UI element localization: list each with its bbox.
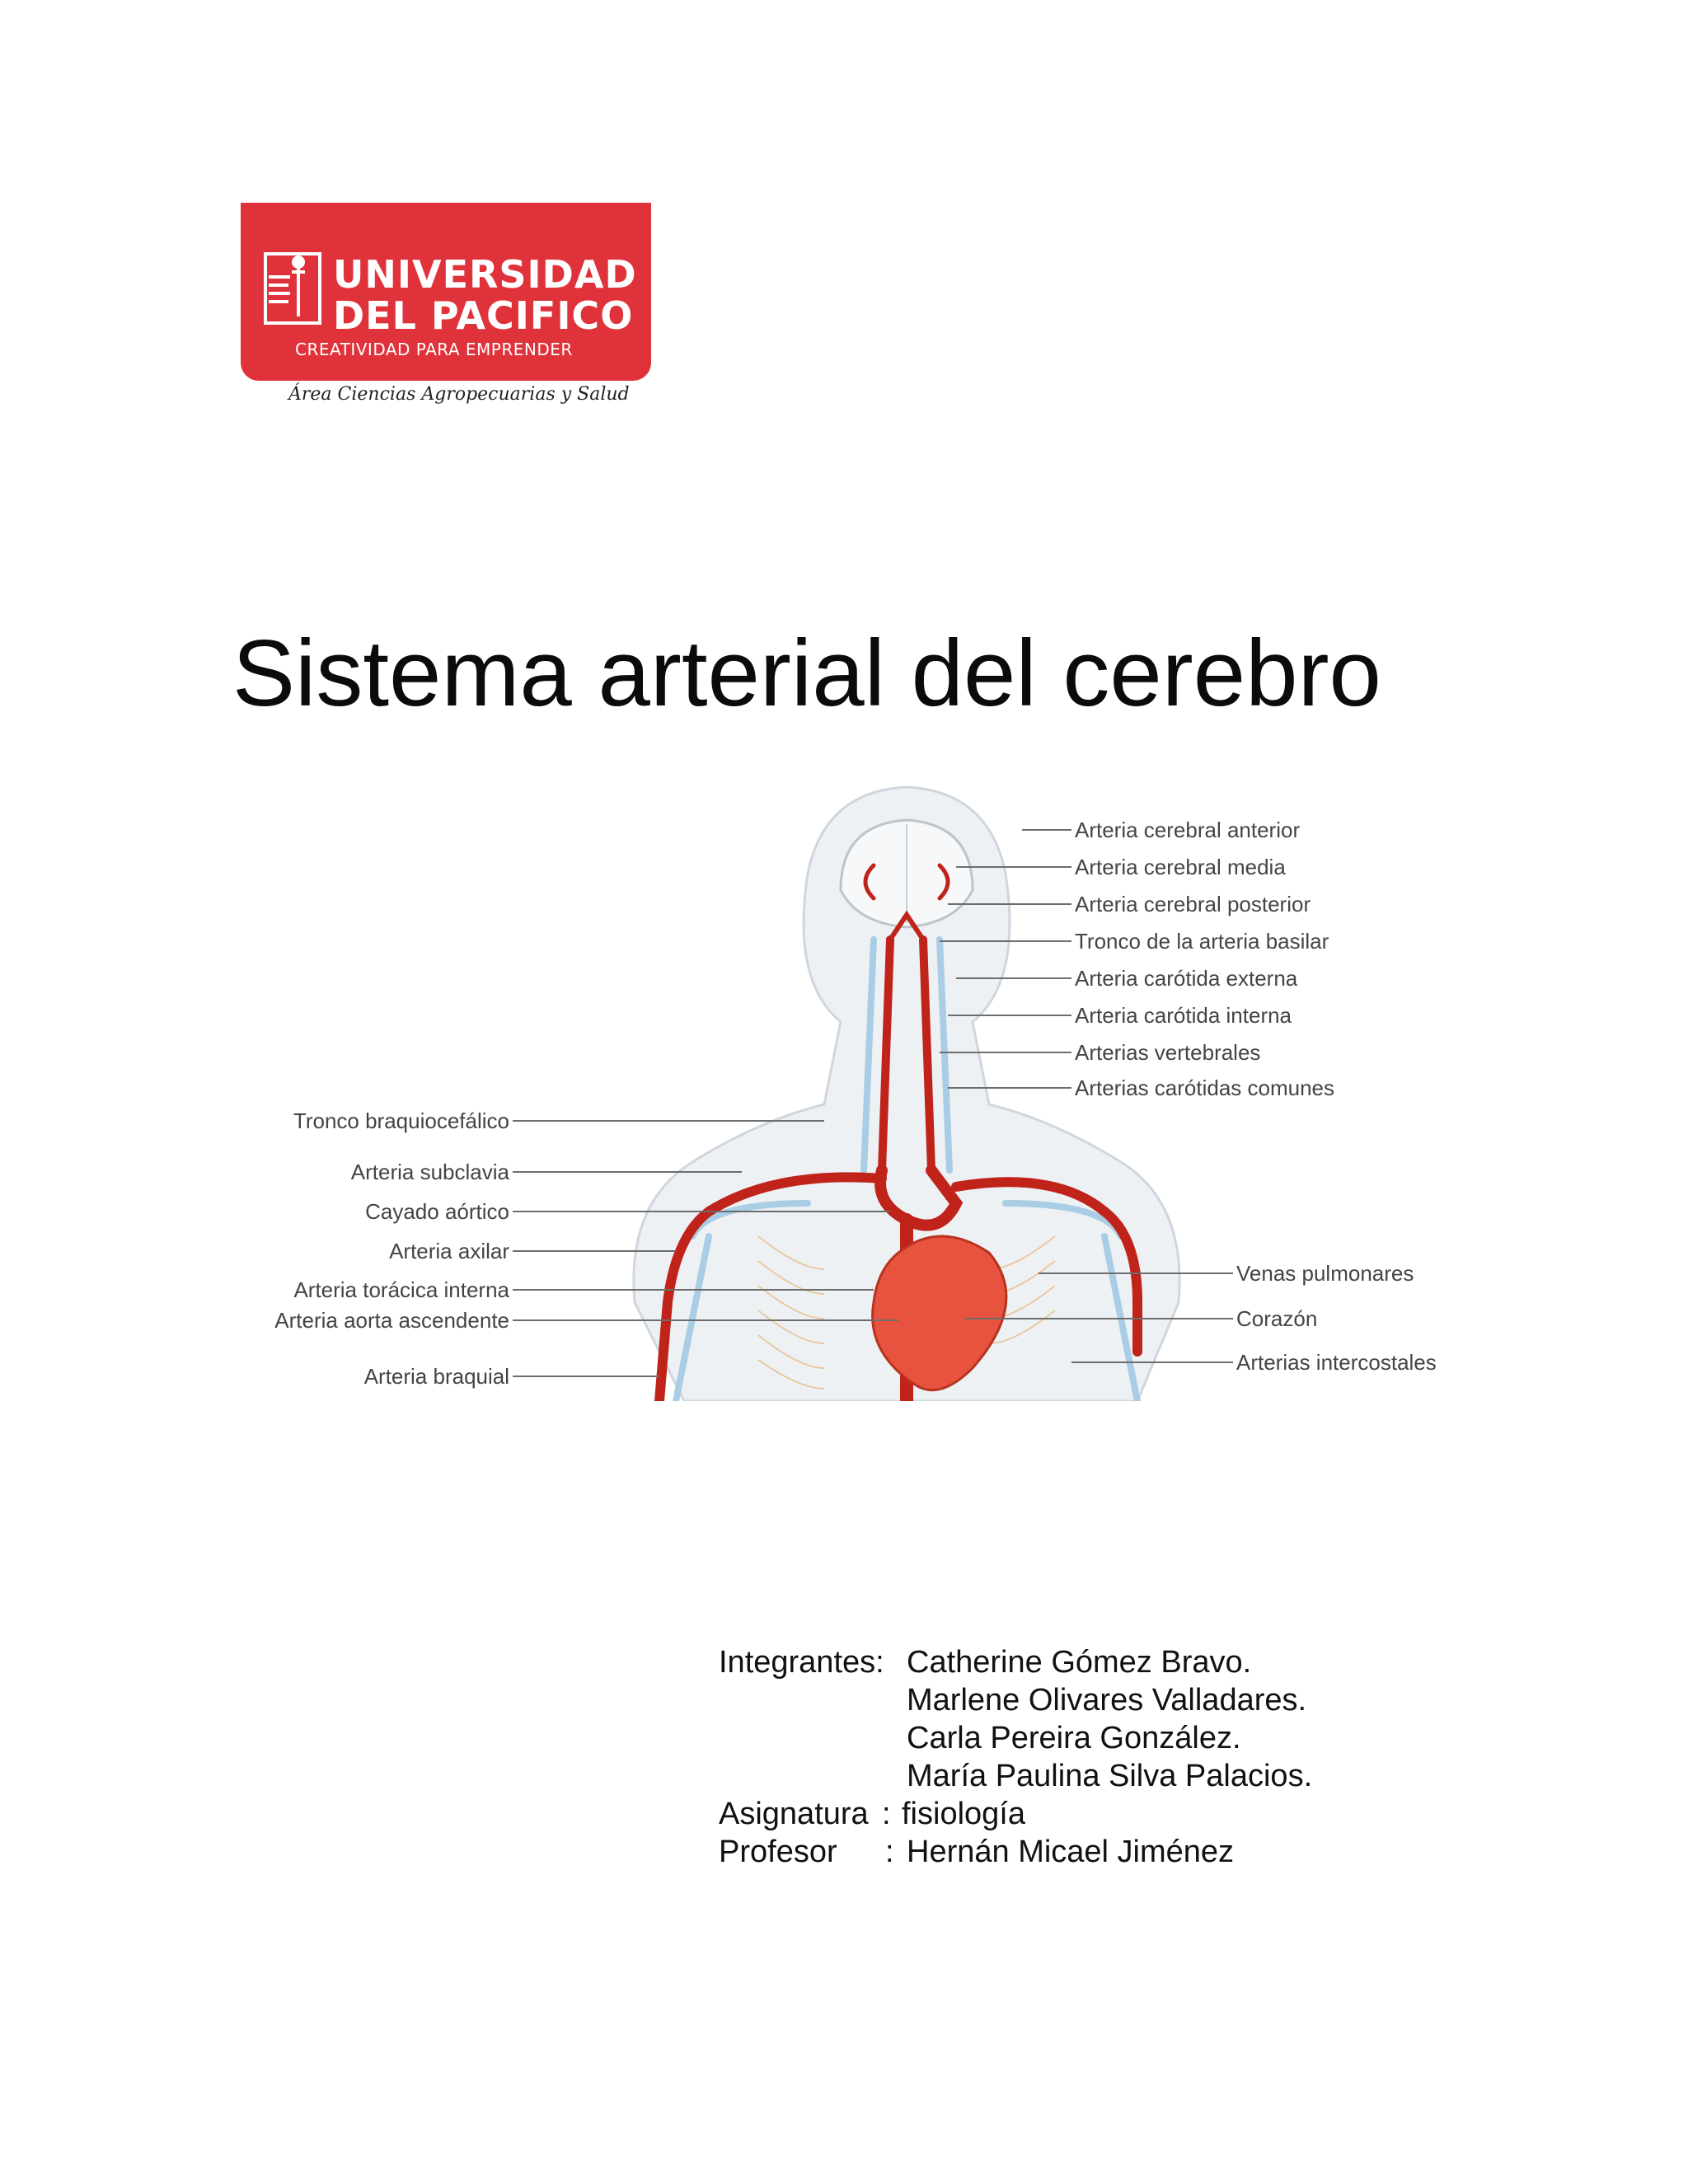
label-corazon: Corazón <box>1236 1306 1318 1331</box>
label-arteria-axilar: Arteria axilar <box>389 1239 509 1263</box>
profesor-label: Profesor <box>719 1835 837 1869</box>
member-name: Carla Pereira González. <box>907 1721 1241 1755</box>
label-arteria-cerebral-media: Arteria cerebral media <box>1075 855 1286 879</box>
label-cayado-aortico: Cayado aórtico <box>365 1199 509 1224</box>
label-arterias-carotidas-comunes: Arterias carótidas comunes <box>1075 1076 1335 1100</box>
logo-name-line2: DEL PACIFICO <box>333 293 634 338</box>
label-arteria-cerebral-posterior: Arteria cerebral posterior <box>1075 892 1311 916</box>
page-title: Sistema arterial del cerebro <box>232 621 1381 726</box>
arterial-system-figure <box>247 775 1467 1401</box>
label-arteria-toracica-interna: Arteria torácica interna <box>293 1277 509 1302</box>
asignatura-label: Asignatura <box>719 1797 869 1831</box>
logo-subtitle: Área Ciencias Agropecuarias y Salud <box>288 384 630 405</box>
member-name: Marlene Olivares Valladares. <box>907 1683 1307 1718</box>
label-tronco-arteria-basilar: Tronco de la arteria basilar <box>1075 929 1329 954</box>
profesor-colon: : <box>885 1835 894 1869</box>
member-name: María Paulina Silva Palacios. <box>907 1759 1313 1793</box>
asignatura-colon: : <box>882 1797 891 1831</box>
label-arteria-cerebral-anterior: Arteria cerebral anterior <box>1075 818 1301 842</box>
logo-tagline: CREATIVIDAD PARA EMPRENDER <box>295 340 573 359</box>
label-arteria-aorta-ascendente: Arteria aorta ascendente <box>274 1308 509 1333</box>
label-arterias-intercostales: Arterias intercostales <box>1236 1350 1437 1375</box>
profesor-value: Hernán Micael Jiménez <box>907 1835 1235 1869</box>
university-logo <box>241 203 651 381</box>
asignatura-value: fisiología <box>902 1797 1025 1831</box>
integrantes-label: Integrantes: <box>719 1645 884 1680</box>
logo-name-line1: UNIVERSIDAD <box>333 252 637 297</box>
label-arteria-carotida-externa: Arteria carótida externa <box>1075 966 1298 991</box>
label-venas-pulmonares: Venas pulmonares <box>1236 1261 1414 1286</box>
label-arterias-vertebrales: Arterias vertebrales <box>1075 1040 1261 1065</box>
label-tronco-braquiocefalico: Tronco braquiocefálico <box>293 1108 509 1133</box>
label-arteria-subclavia: Arteria subclavia <box>350 1160 509 1184</box>
label-arteria-braquial: Arteria braquial <box>363 1364 509 1389</box>
label-arteria-carotida-interna: Arteria carótida interna <box>1075 1003 1292 1028</box>
member-name: Catherine Gómez Bravo. <box>907 1645 1252 1680</box>
